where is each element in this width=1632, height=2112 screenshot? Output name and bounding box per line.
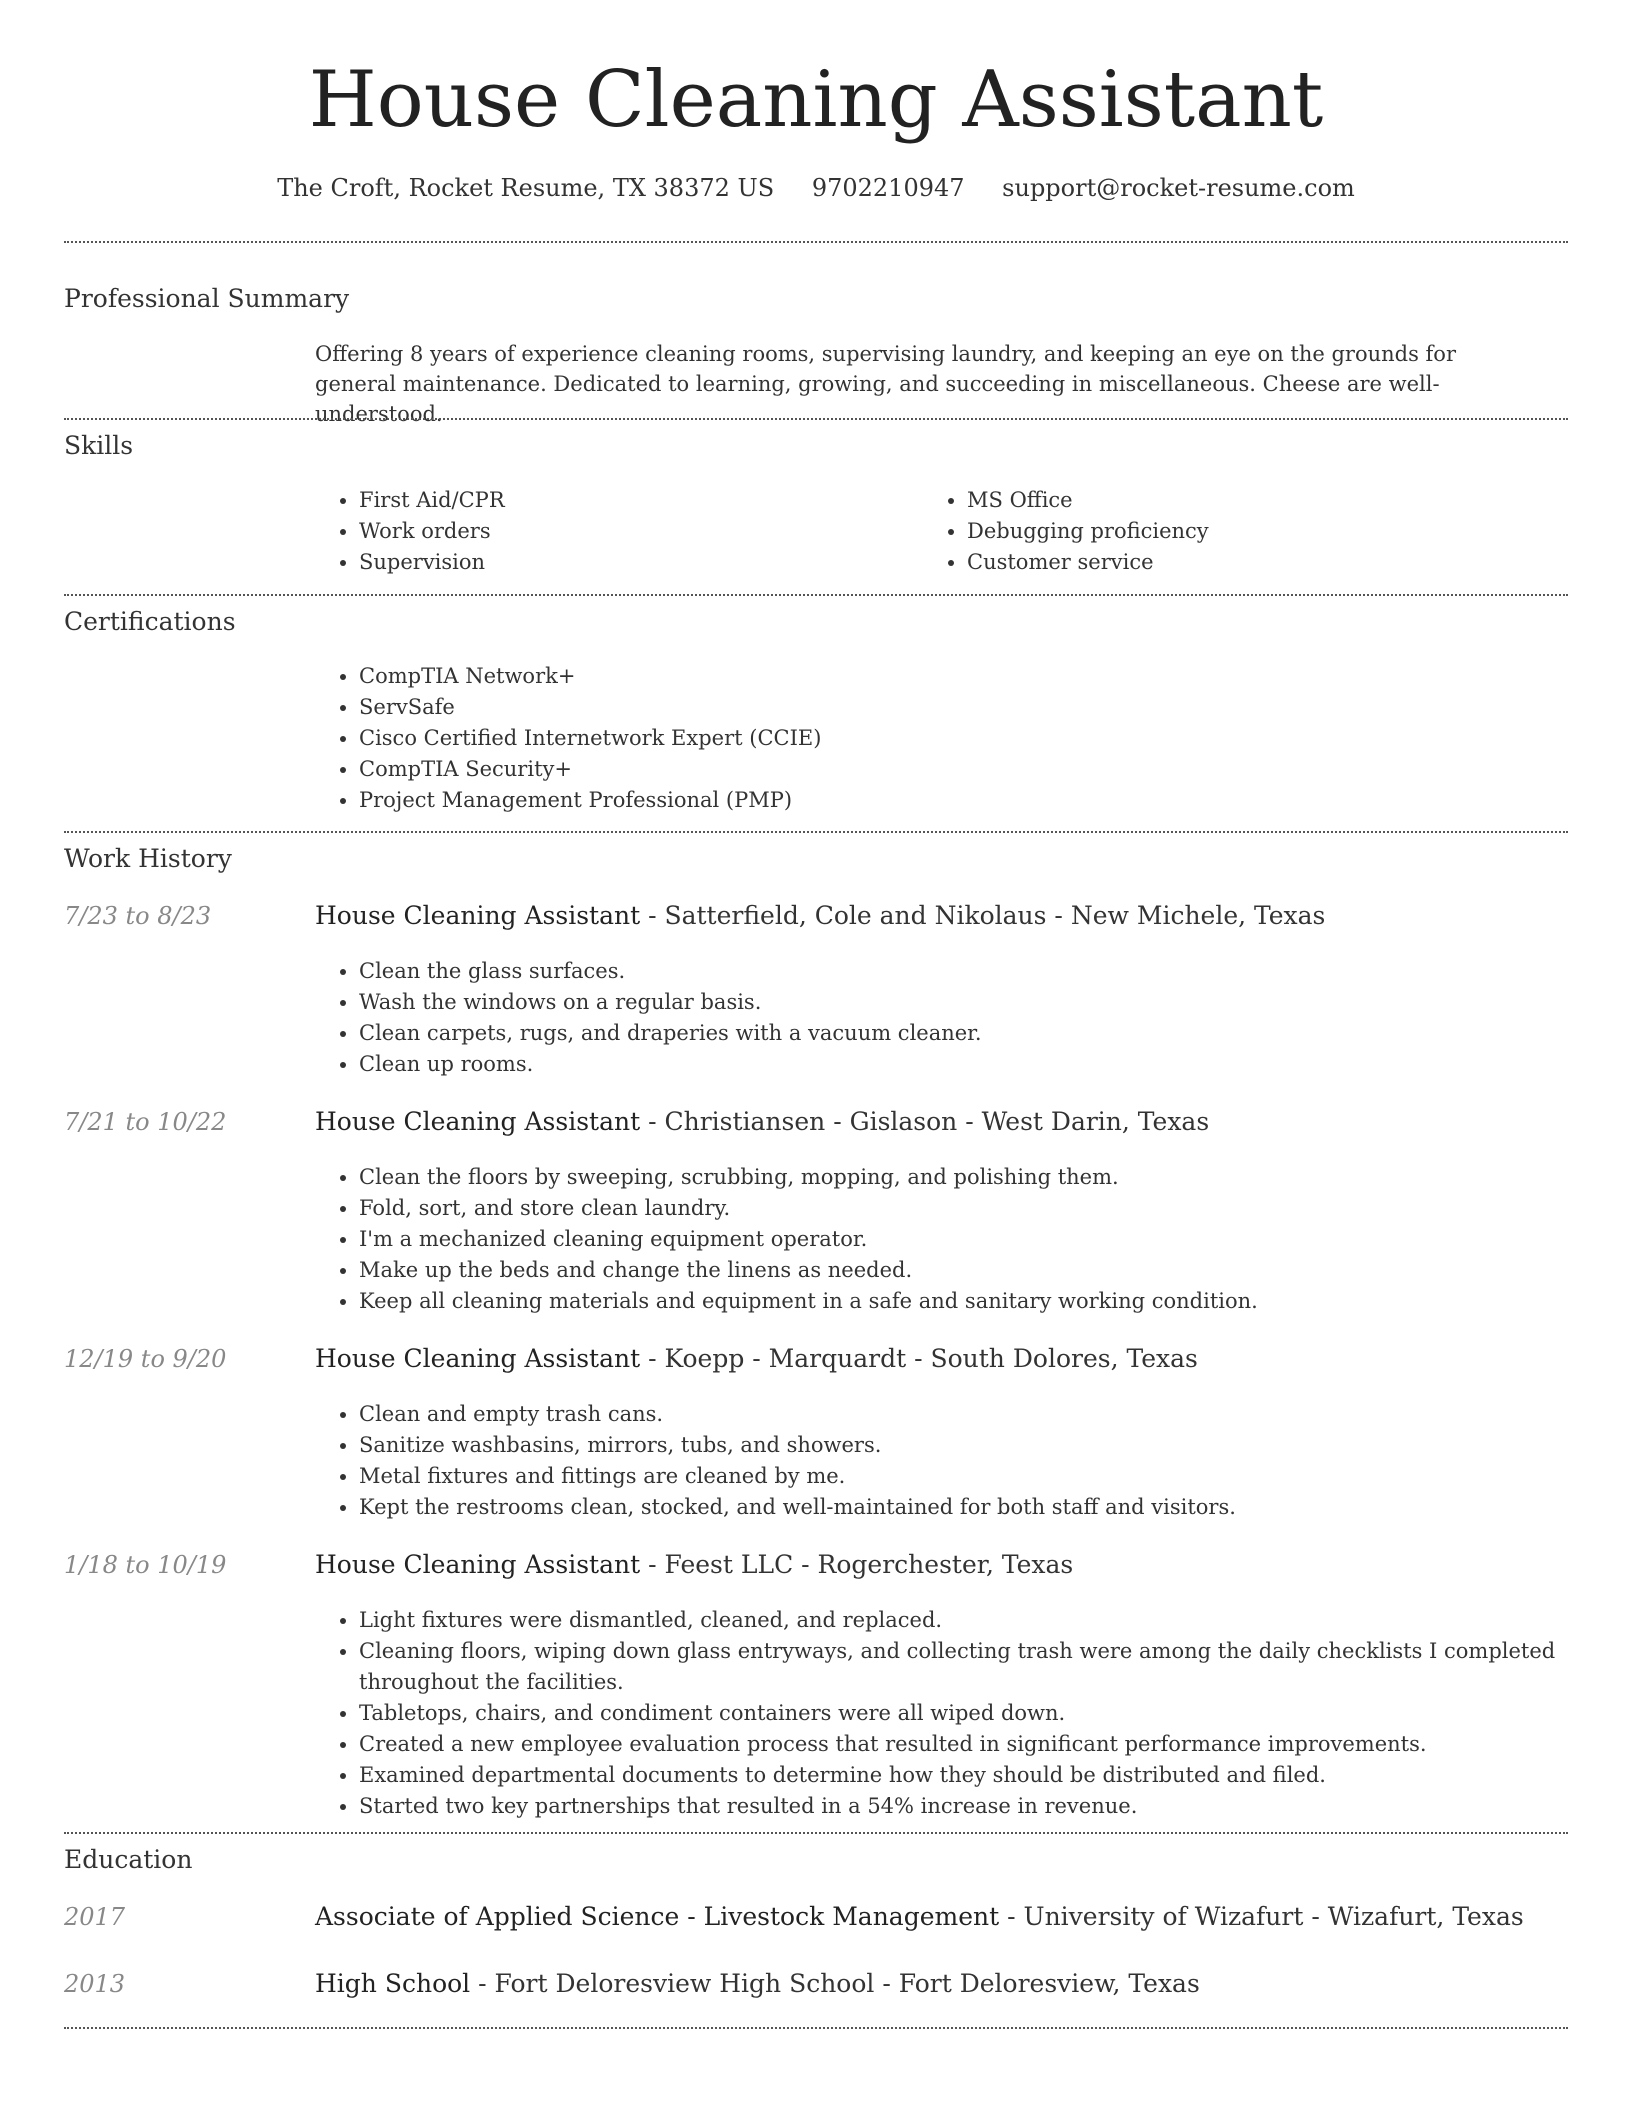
job-dates: 1/18 to 10/19 (64, 1551, 227, 1579)
divider (64, 831, 1568, 833)
certifications-list (315, 661, 1559, 816)
summary-text: Offering 8 years of experience cleaning rooms, supervising laundry, and keeping an eye on the grounds for general maintenance. Dedicated to learning, growing, and succeeding in miscellaneous. Cheese are well-understood. (315, 342, 1456, 426)
certification-item: • Cisco Certified Internetwork Expert (CCIE) (359, 723, 1559, 754)
job-bullet: • Fold, sort, and store clean laundry. (359, 1193, 1559, 1224)
skills-list-col2 (923, 485, 1527, 578)
skill-item: • MS Office (967, 485, 1527, 516)
contact-email[interactable]: support@rocket-resume.com (1002, 174, 1355, 202)
job-bullets (315, 1605, 1559, 1822)
certifications-heading: Certifications (64, 607, 236, 636)
divider (64, 594, 1568, 596)
job-bullet: • Light fixtures were dismantled, cleaned, and replaced. (359, 1605, 1559, 1636)
contact-address: The Croft, Rocket Resume, TX 38372 US (277, 174, 775, 202)
certification-item: • CompTIA Network+ (359, 661, 1559, 692)
skill-item: • First Aid/CPR (359, 485, 919, 516)
job-bullet: • Wash the windows on a regular basis. (359, 987, 1559, 1018)
job-bullet: • Clean the glass surfaces. (359, 956, 1559, 987)
job-bullet: • Metal fixtures and fittings are cleaned by me. (359, 1461, 1559, 1492)
job-bullets (315, 1399, 1559, 1523)
job-bullet: • Started two key partnerships that resulted in a 54% increase in revenue. (359, 1791, 1559, 1822)
contact-line (64, 170, 1568, 206)
job-bullet: • Kept the restrooms clean, stocked, and well-maintained for both staff and visitors. (359, 1492, 1559, 1523)
job-bullet: • Sanitize washbasins, mirrors, tubs, and showers. (359, 1430, 1559, 1461)
job-dates: 12/19 to 9/20 (64, 1345, 227, 1373)
skill-item: • Work orders (359, 516, 919, 547)
job-bullet: • Clean up rooms. (359, 1049, 1559, 1080)
job-bullet: • Clean carpets, rugs, and draperies with a vacuum cleaner. (359, 1018, 1559, 1049)
job-bullet: • Cleaning floors, wiping down glass entryways, and collecting trash were among the daily checklists I completed throughout the facilities. (359, 1636, 1559, 1698)
education-heading: Education (64, 1845, 193, 1874)
job-dates: 7/23 to 8/23 (64, 902, 212, 930)
job-bullet: • Created a new employee evaluation process that resulted in significant performance improvements. (359, 1729, 1559, 1760)
certification-item: • Project Management Professional (PMP) (359, 785, 1559, 816)
job-bullet: • Keep all cleaning materials and equipment in a safe and sanitary working condition. (359, 1286, 1559, 1317)
skill-item: • Debugging proficiency (967, 516, 1527, 547)
education-entry (315, 1900, 1565, 1934)
skill-item: • Supervision (359, 547, 919, 578)
work-history-heading: Work History (64, 844, 232, 873)
skills-list-col1 (315, 485, 919, 578)
certification-item: • ServSafe (359, 692, 1559, 723)
job-bullet: • Clean the floors by sweeping, scrubbing, mopping, and polishing them. (359, 1162, 1559, 1193)
job-heading (315, 1342, 1555, 1376)
job-details: - Koepp - Marquardt - South Dolores, Texas (640, 1344, 1198, 1373)
divider (64, 418, 1568, 420)
skill-item: • Customer service (967, 547, 1527, 578)
job-bullets (315, 956, 1559, 1080)
job-details: - Christiansen - Gislason - West Darin, Texas (640, 1107, 1210, 1136)
job-details: - Satterfield, Cole and Nikolaus - New Michele, Texas (640, 901, 1326, 930)
job-bullets (315, 1162, 1559, 1317)
job-heading (315, 899, 1555, 933)
job-bullet: • Clean and empty trash cans. (359, 1399, 1559, 1430)
divider (64, 1832, 1568, 1834)
degree-title: High School (315, 1969, 471, 1998)
education-year: 2013 (64, 1970, 126, 1998)
skills-heading: Skills (64, 431, 134, 460)
candidate-name: House Cleaning Assistant (308, 55, 1324, 145)
job-title: House Cleaning Assistant (315, 1344, 641, 1373)
job-title: House Cleaning Assistant (315, 901, 641, 930)
job-bullet: • Examined departmental documents to determine how they should be distributed and filed. (359, 1760, 1559, 1791)
degree-title: Associate of Applied Science - Livestock Management (315, 1902, 1000, 1931)
job-dates: 7/21 to 10/22 (64, 1108, 227, 1136)
job-details: - Feest LLC - Rogerchester, Texas (640, 1550, 1074, 1579)
job-heading (315, 1105, 1555, 1139)
education-details: - University of Wizafurt - Wizafurt, Texas (999, 1902, 1524, 1931)
education-year: 2017 (64, 1903, 126, 1931)
education-details: - Fort Deloresview High School - Fort Deloresview, Texas (470, 1969, 1200, 1998)
job-title: House Cleaning Assistant (315, 1107, 641, 1136)
certification-item: • CompTIA Security+ (359, 754, 1559, 785)
job-heading (315, 1548, 1555, 1582)
job-bullet: • Make up the beds and change the linens as needed. (359, 1255, 1559, 1286)
education-entry (315, 1967, 1565, 2001)
summary-heading: Professional Summary (64, 284, 350, 313)
divider (64, 241, 1568, 243)
divider (64, 2027, 1568, 2029)
job-bullet: • Tabletops, chairs, and condiment containers were all wiped down. (359, 1698, 1559, 1729)
contact-phone[interactable]: 9702210947 (811, 174, 965, 202)
job-title: House Cleaning Assistant (315, 1550, 641, 1579)
job-bullet: • I'm a mechanized cleaning equipment operator. (359, 1224, 1559, 1255)
